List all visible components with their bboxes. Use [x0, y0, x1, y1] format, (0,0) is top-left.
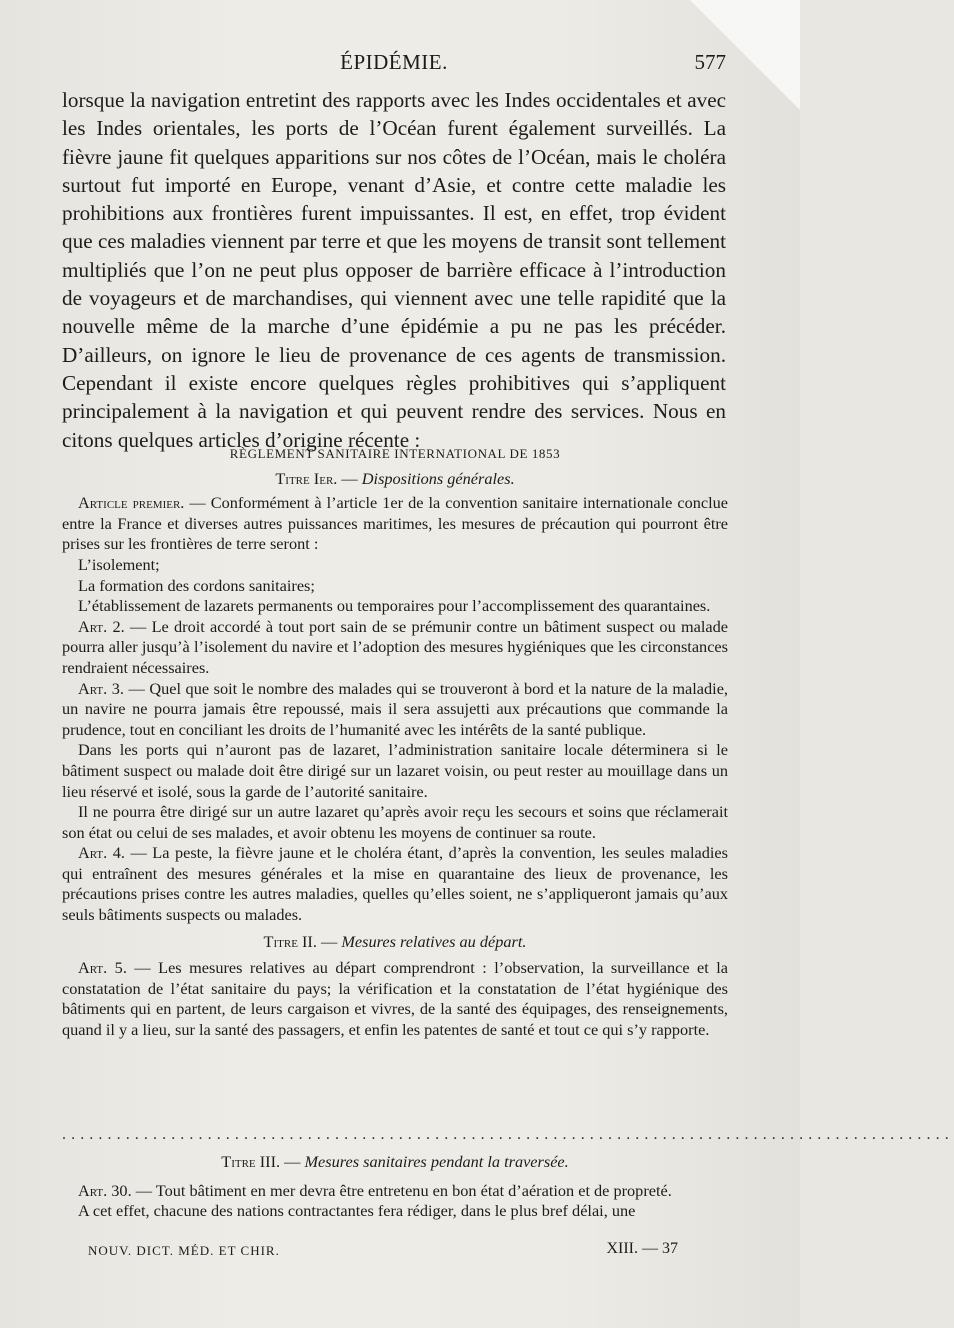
regulation-heading: RÈGLEMENT SANITAIRE INTERNATIONAL DE 1853	[229, 446, 561, 461]
article-1-label: Article premier. —	[78, 493, 206, 513]
intro-text: lorsque la navigation entretint des rapports avec les Indes occidentales et avec les Indes orientales, les ports de l’Océan furent également surveillés. La fièvre jaune fit quelques apparitions sur nos côtes de l’Océan, mais le choléra surtout fut importé en Europe, venant d’Asie, et contre cette maladie les prohibitions aux frontières furent impuissantes. Il est, en effet, trop évident que ces maladies viennent par terre et que les moyens de transit sont tellement multipliés que l’on ne peut plus opposer de barrière efficace à l’introduction de voyageurs et de marchandises, qui viennent avec une telle rapidité que la nouvelle même de la marche d’une épidémie a pu ne pas les précéder. D’ailleurs, on ignore le lieu de provenance de ces agents de transmission. Cependant il existe encore quelques règles prohibitives qui s’appliquent principalement à la navigation et qui peuvent rendre des services. Nous en citons quelques articles d’origine récente :	[62, 88, 726, 452]
article-3-label: Art. 3. —	[78, 678, 145, 698]
article-4	[62, 843, 728, 925]
page-footer	[88, 1240, 678, 1262]
titre-2	[62, 932, 728, 953]
titre-1-label: Titre Ier. —	[275, 468, 358, 488]
article-5	[62, 958, 728, 1040]
intro-paragraph	[62, 86, 726, 454]
article-2	[62, 617, 728, 679]
article-1-text: Conformément à l’article 1er de la convention sanitaire internationale conclue entre la France et diverses autres puissances maritimes, les mesures de précaution qui pourront être prises sur les frontières de terre seront :	[62, 493, 728, 554]
article-4-label: Art. 4. —	[78, 843, 147, 863]
titre-3	[62, 1152, 728, 1173]
article-3-text: Quel que soit le nombre des malades qui se trouveront à bord et la nature de la maladie, un navire ne pourra jamais être repoussé, mais il sera assujetti aux précautions que commande la prudence, tout en conciliant les droits de l’humanité avec les intérêts de la santé publique.	[62, 678, 728, 739]
titre-2-subtitle: Mesures relatives au départ.	[341, 931, 527, 951]
titre-1-subtitle: Dispositions générales.	[361, 468, 515, 488]
article-1	[62, 493, 728, 555]
titre-2-label: Titre II. —	[263, 931, 338, 951]
article-3-para-3: Il ne pourra être dirigé sur un autre lazaret qu’après avoir reçu les secours et soins que réclamerait son état ou celui de ses malades, et avoir obtenu les moyens de continuer sa route.	[62, 802, 728, 842]
article-1-item: La formation des cordons sanitaires;	[78, 575, 315, 595]
regulation-block	[62, 444, 728, 1041]
regulation-block-2	[62, 1152, 728, 1222]
article-5-label: Art. 5. —	[78, 958, 151, 978]
article-4-text: La peste, la fièvre jaune et le choléra étant, d’après la convention, les seules maladies qui entraînent des mesures générales et la mise en quarantaine des lieux de provenance, les précautions prises contre les autres maladies, quelles qu’elles soient, ne s’appliqueront jamais qu’aux seuls bâtiments suspects ou malades.	[62, 843, 728, 925]
footer-signature: NOUV. DICT. MÉD. ET CHIR.	[88, 1243, 280, 1258]
article-2-text: Le droit accordé à tout port sain de se prémunir contre un bâtiment suspect ou malade pourra aller jusqu’à l’isolement du navire et l’adoption des mesures hygiéniques que les circonstances rendraient nécessaires.	[62, 616, 728, 677]
article-1-item: L’isolement;	[78, 554, 160, 574]
article-30	[62, 1181, 728, 1202]
article-3-para-2: Dans les ports qui n’auront pas de lazaret, l’administration sanitaire locale déterminera si le bâtiment suspect ou malade doit être dirigé sur un lazaret voisin, ou peut rester au mouillage dans un lieu réservé et isolé, sous la garde de l’autorité sanitaire.	[62, 740, 728, 801]
titre-3-label: Titre III. —	[221, 1152, 301, 1171]
running-head-title: ÉPIDÉMIE.	[340, 50, 448, 74]
article-30-text: Tout bâtiment en mer devra être entretenu en bon état d’aération et de propreté.	[155, 1180, 672, 1200]
article-30-label: Art. 30. —	[78, 1180, 152, 1200]
titre-3-subtitle: Mesures sanitaires pendant la traversée.	[304, 1152, 569, 1171]
article-5-text: Les mesures relatives au départ comprendront : l’observation, la surveillance et la constatation de l’état sanitaire du pays; la vérification et la constatation de l’état hygiénique des bâtiments qui en partent, de leurs cargaison et vivres, de la santé des équipages, des renseignements, quand il y a lieu, sur la santé des passagers, et enfin les patentes de santé et tout ce qui s’y rapporte.	[62, 958, 729, 1040]
article-1-item: L’établissement de lazarets permanents ou temporaires pour l’accomplissement des quarantaines.	[78, 596, 711, 616]
ellipsis-separator: ..................................................................................................	[62, 1126, 954, 1143]
page-number: 577	[694, 50, 726, 74]
titre-1	[62, 469, 728, 490]
footer-volume: XIII. — 37	[606, 1240, 678, 1257]
article-3	[62, 679, 728, 741]
article-30-para-2: A cet effet, chacune des nations contractantes fera rédiger, dans le plus bref délai, une	[78, 1201, 636, 1221]
running-head	[62, 50, 726, 78]
article-2-label: Art. 2. —	[78, 616, 147, 636]
